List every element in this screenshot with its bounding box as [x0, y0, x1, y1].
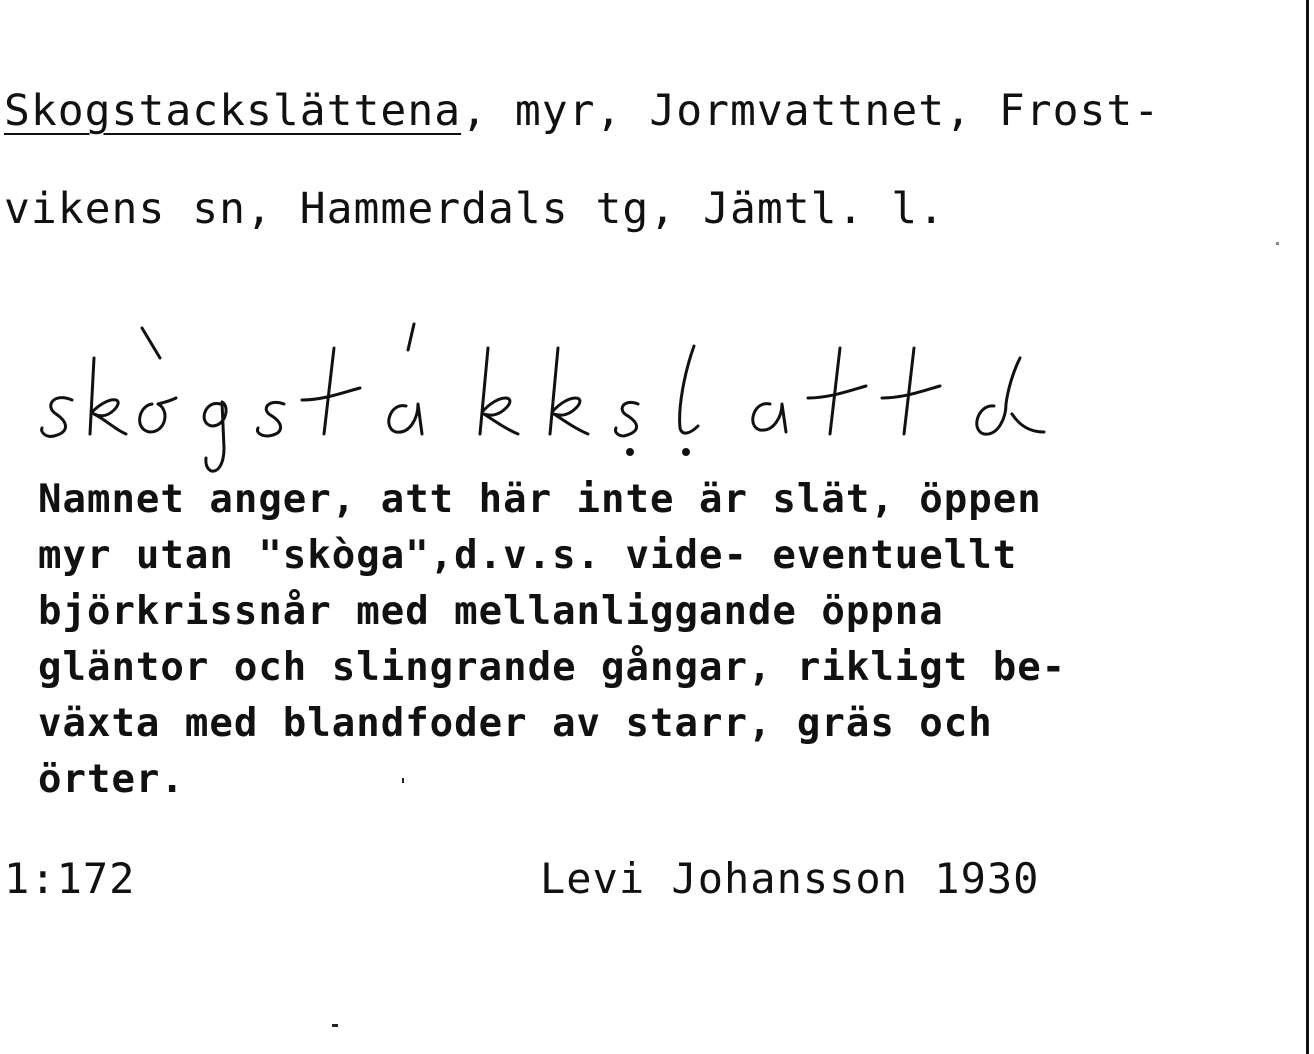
- reference-number: 1:172: [4, 854, 136, 903]
- card-edge: [1306, 0, 1309, 1054]
- description: [38, 472, 1066, 808]
- scan-speck: [1276, 242, 1279, 245]
- description-line: Namnet anger, att här inte är slät, öppen: [38, 477, 1042, 522]
- scan-speck: [332, 1024, 338, 1027]
- handwritten-pronunciation: [34, 318, 1134, 488]
- description-line: gläntor och slingrande gångar, rikligt be-: [38, 645, 1067, 690]
- description-line: örter.: [38, 757, 185, 802]
- description-line: myr utan "skòga",d.v.s. vide- eventuellt: [38, 533, 1018, 578]
- headword: Skogstackslättena: [4, 86, 462, 136]
- description-line: björkrissnår med mellanliggande öppna: [38, 589, 944, 634]
- scan-speck: [402, 778, 404, 783]
- heading-line-2: vikens sn, Hammerdals tg, Jämtl. l.: [4, 184, 946, 234]
- heading-line-1: [4, 86, 1161, 136]
- heading-rest: , myr, Jormvattnet, Frost-: [461, 86, 1161, 136]
- description-line: växta med blandfoder av starr, gräs och: [38, 701, 993, 746]
- author-and-year: Levi Johansson 1930: [540, 854, 1040, 903]
